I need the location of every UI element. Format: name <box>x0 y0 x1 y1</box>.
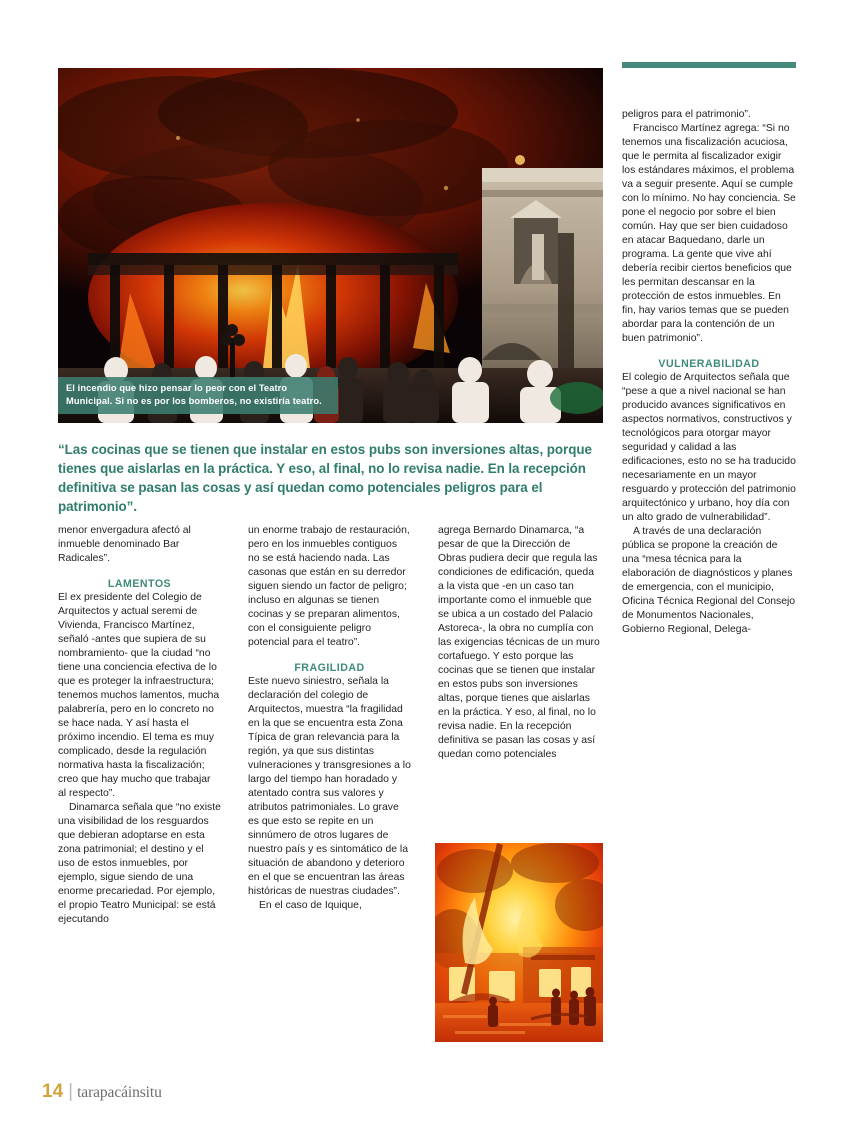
paragraph: Este nuevo siniestro, señala la declaración del colegio de Arquitectos, muestra “la fragilidad en la que se encuentra esta Zona Típica de gran relevancia para la región, ya que sus distintas vulneraciones y transgresiones a lo largo del tiempo han horadado y atentado contra sus valores y atributos patrimoniales. Lo grave es que esto se repite en un sinnúmero de otros lugares de nuestro país y es sintomático de la situación de abandono y deterioro en el que se encuentran las áreas históricas de nuestras ciudades”. <box>248 676 411 897</box>
hero-photo-graphic <box>58 68 603 423</box>
text-column-3 <box>438 524 601 762</box>
hero-photo-theatre-fire <box>58 68 603 423</box>
footer-divider: | <box>68 1081 74 1102</box>
publication-name: tarapacáinsitu <box>77 1084 162 1101</box>
page-number: 14 <box>42 1081 64 1102</box>
photo-chimney <box>558 233 574 383</box>
paragraph: Francisco Martínez agrega: “Si no tenemos una fiscalización acuciosa, que le permita al fiscalizador exigir los estándares máximos, el problema va a seguir presente. Aquí se cumple con lo mínimo. No hay conciencia. Se pone el negocio por sobre el bien común. Hay que ser bien cuidadoso en atacar Baquedano, darle un programa. La gente que vive ahí debería recibir ciertos beneficios que les permitan descansar en la protección de estos inmuebles. En fin, hay varios temas que se pueden abordar para la contención de un buen patrimonio”. <box>622 122 796 344</box>
text-column-4 <box>622 108 796 637</box>
text-column-1 <box>58 524 221 927</box>
hero-photo-caption: El incendio que hizo pensar lo peor con el Teatro Municipal. Si no es por los bomberos, no existiría teatro. <box>58 377 338 414</box>
paragraph: A través de una declaración pública se propone la creación de una “mesa técnica para la elaboración de diagnósticos y planes de emergencia, con el municipio, Oficina Técnica Regional del Consejo de Monumentos Nacionales, Gobierno Regional, Delega- <box>622 525 796 635</box>
paragraph: agrega Bernardo Dinamarca, “a pesar de que la Dirección de Obras pudiera decir que regula las condiciones de edificación, queda a la vista que -en un caso tan importante como el inmueble que se ubica a un costado del Palacio Astoreca-, la obra no cumplía con las exigencias técnicas de un muro cortafuego. Y esto porque las cocinas que se tienen que instalar en estos pubs son inversiones altas, porque tienes que aislarlas en la práctica. Y eso, al final, no lo revisa nadie. En la recepción definitiva se pasan las cosas y así quedan como potenciales <box>438 525 600 760</box>
paragraph: peligros para el patrimonio”. <box>622 109 751 120</box>
top-teal-rule <box>622 62 796 68</box>
secondary-photo-graphic <box>435 843 603 1042</box>
page-footer <box>42 1081 162 1103</box>
paragraph: El ex presidente del Colegio de Arquitectos y actual seremi de Vivienda, Francisco Martínez, señaló -antes que supiera de su nombramiento- que la ciudad “no tiene una conciencia efectiva de lo que es proteger la infraestructura; tenemos muchos lamentos, mucha palabrería, pero en lo concreto no se hace nada. Y así hasta el próximo incendio. El tema es muy complicado, desde la regulación normativa hasta la fiscalización; creo que hay mucho que trabajar al respecto”. <box>58 592 220 799</box>
paragraph: Dinamarca señala que “no existe una visibilidad de los resguardos que debieran adoptarse en esta zona patrimonial; el destino y el uso de estos inmuebles, por ejemplo, sigue siendo de una enorme precariedad. Por ejemplo, el propio Teatro Municipal: se está ejecutando <box>58 801 221 925</box>
paragraph: El colegio de Arquitectos señala que “pese a que a nivel nacional se han producido avances significativos en aspectos normativos, constructivos y tecnológicos para otorgar mayor seguridad y calidad a las edificaciones, esto no se ha traducido necesariamente en un mayor resguardo y protección del patrimonio arquitectónico y urbano, hoy día con un alto grado de vulnerabilidad”. <box>622 371 796 523</box>
section-heading-fragilidad: FRAGILIDAD <box>294 661 365 674</box>
secondary-photo-building-blaze <box>435 843 603 1042</box>
paragraph: menor envergadura afectó al inmueble denominado Bar Radicales”. <box>58 525 191 564</box>
paragraph: En el caso de Iquique, <box>259 899 362 911</box>
text-column-2 <box>248 524 411 913</box>
section-heading-vulnerabilidad: VULNERABILIDAD <box>658 357 760 370</box>
section-heading-lamentos: LAMENTOS <box>107 577 172 590</box>
paragraph: un enorme trabajo de restauración, pero en los inmuebles contiguos no se está haciendo nada. Las casonas que están en su derredor siguen siendo un factor de peligro; incluso en algunas se tienen cocinas y se preparan alimentos, con el consiguiente peligro potencial para el teatro”. <box>248 525 410 648</box>
pull-quote: “Las cocinas que se tienen que instalar en estos pubs son inversiones altas, porque tienes que aislarlas en la práctica. Y eso, al final, no lo revisa nadie. En la recepción definitiva se pasan las cosas y así quedan como potenciales peligros para el patrimonio”. <box>58 442 592 515</box>
